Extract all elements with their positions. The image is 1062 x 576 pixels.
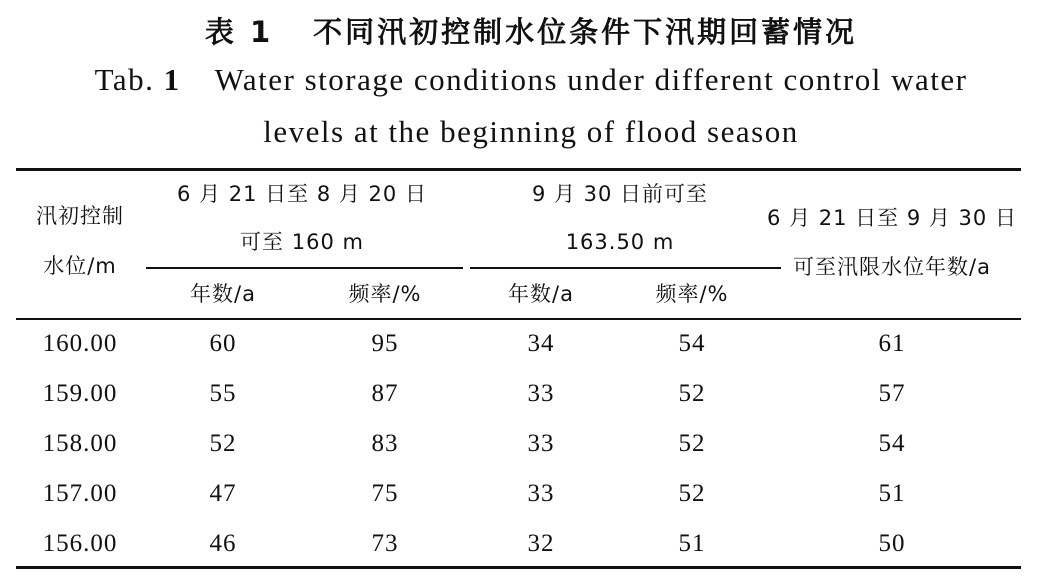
- cell-years-163-5m: 33: [527, 380, 555, 407]
- group2-underline: [470, 267, 781, 269]
- group1-underline: [146, 267, 463, 269]
- bottom-rule: [16, 566, 1021, 569]
- header-years-to-limit-line1: 6 月 21 日至 9 月 30 日: [767, 206, 1017, 230]
- cell-frequency-163-5m: 54: [678, 330, 706, 357]
- cell-years-160m: 60: [209, 330, 237, 357]
- cell-frequency-163-5m: 51: [678, 530, 706, 557]
- cell-control-level: 157.00: [42, 480, 118, 507]
- header-group1-line1: 6 月 21 日至 8 月 20 日: [177, 182, 427, 206]
- cell-control-level: 158.00: [42, 430, 118, 457]
- header-control-level-line2: 水位/m: [43, 254, 117, 278]
- cell-years-163-5m: 33: [527, 480, 555, 507]
- cell-years-to-limit: 61: [878, 330, 906, 357]
- table-caption-cn: [0, 10, 1062, 51]
- table-caption-en-line1: [0, 62, 1062, 98]
- subheader-years-2: 年数/a: [508, 282, 574, 306]
- cell-years-to-limit: 57: [878, 380, 906, 407]
- cell-frequency-163-5m: 52: [678, 480, 706, 507]
- cell-control-level: 159.00: [42, 380, 118, 407]
- header-years-to-limit-line2: 可至汛限水位年数/a: [793, 255, 991, 279]
- cell-frequency-160m: 95: [371, 330, 399, 357]
- cell-years-160m: 47: [209, 480, 237, 507]
- header-group2-line1: 9 月 30 日前可至: [531, 182, 709, 206]
- cell-years-160m: 46: [209, 530, 237, 557]
- cell-years-160m: 55: [209, 380, 237, 407]
- cell-years-163-5m: 34: [527, 330, 555, 357]
- cell-years-163-5m: 33: [527, 430, 555, 457]
- cell-control-level: 156.00: [42, 530, 118, 557]
- subheader-frequency-2: 频率/%: [655, 282, 729, 306]
- header-group2-line2: 163.50 m: [565, 230, 675, 254]
- table-number-cn: 表 1: [204, 15, 274, 49]
- header-group1-line2: 可至 160 m: [240, 230, 364, 254]
- cell-frequency-160m: 83: [371, 430, 399, 457]
- cell-years-to-limit: 51: [878, 480, 906, 507]
- subheader-frequency-1: 频率/%: [348, 282, 422, 306]
- table-number-en: Tab. 1: [94, 62, 181, 97]
- cell-years-160m: 52: [209, 430, 237, 457]
- cell-years-to-limit: 50: [878, 530, 906, 557]
- cell-years-163-5m: 32: [527, 530, 555, 557]
- cell-control-level: 160.00: [42, 330, 118, 357]
- header-rule: [16, 318, 1021, 320]
- cell-years-to-limit: 54: [878, 430, 906, 457]
- table-title-cn: 不同汛初控制水位条件下汛期回蓄情况: [313, 15, 858, 49]
- cell-frequency-160m: 87: [371, 380, 399, 407]
- subheader-years-1: 年数/a: [190, 282, 256, 306]
- table-caption-en-line2: levels at the beginning of flood season: [263, 114, 799, 149]
- cell-frequency-163-5m: 52: [678, 380, 706, 407]
- top-rule: [16, 168, 1021, 171]
- header-control-level-line1: 汛初控制: [36, 204, 124, 228]
- cell-frequency-163-5m: 52: [678, 430, 706, 457]
- cell-frequency-160m: 73: [371, 530, 399, 557]
- cell-frequency-160m: 75: [371, 480, 399, 507]
- table-title-en-line1: Water storage conditions under different control water: [214, 62, 968, 97]
